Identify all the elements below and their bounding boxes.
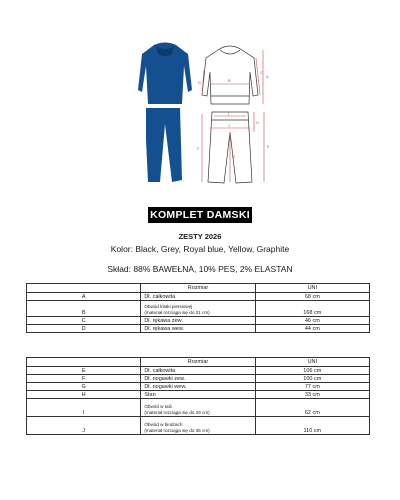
measure-value: 46 cm: [255, 317, 369, 325]
row-letter: G: [27, 383, 141, 391]
measure-note: (materiał rozciąga się do 35 cm): [144, 428, 210, 433]
measure-value: 110 cm: [255, 417, 369, 435]
fabric-composition: Skład: 88% BAWEŁNA, 10% PES, 2% ELASTAN: [107, 264, 293, 274]
uni-header: UNI: [255, 284, 369, 293]
measure-name: Dł. całkowita: [141, 367, 255, 375]
row-letter: E: [27, 367, 141, 375]
table-row: [27, 301, 370, 317]
product-figure: [132, 40, 282, 195]
measure-name-line: Obwód w biodrach: [144, 422, 183, 427]
dim-line-c: [256, 58, 260, 94]
measure-name: Dł. całkowita: [141, 293, 255, 301]
dim-label-a: A: [266, 74, 269, 79]
table-row: [27, 399, 370, 417]
dim-label-j: J: [228, 123, 230, 128]
dim-label-e: E: [267, 144, 270, 149]
measure-value: 77 cm: [255, 383, 369, 391]
table-row: [27, 383, 370, 391]
row-letter: H: [27, 391, 141, 399]
table-row: [27, 375, 370, 383]
product-title-banner: KOMPLET DAMSKI: [148, 207, 252, 223]
measure-name: Stan: [141, 391, 255, 399]
size-header: Rozmiar: [141, 358, 255, 367]
row-letter: C: [27, 317, 141, 325]
measure-name-line: Obwód klatki piersiowej: [144, 304, 193, 309]
hoodie-sketch: [202, 46, 258, 104]
table-row: [27, 325, 370, 333]
dim-label-b: B: [228, 78, 231, 83]
measure-name: Dł. rękawa wew.: [141, 325, 255, 333]
size-header: Rozmiar: [141, 284, 255, 293]
measure-name: [141, 399, 255, 417]
uni-header: UNI: [255, 358, 369, 367]
measure-value: 44 cm: [255, 325, 369, 333]
dim-label-h: H: [256, 120, 259, 125]
table-row: [27, 317, 370, 325]
measure-value: 106 cm: [255, 367, 369, 375]
dim-label-g: G: [232, 154, 236, 159]
table-row: [27, 367, 370, 375]
bottom-size-table: [26, 357, 370, 435]
measure-value: 100 cm: [255, 375, 369, 383]
measure-value: 168 cm: [255, 301, 369, 317]
dim-label-f: F: [197, 146, 200, 151]
measure-name: [141, 417, 255, 435]
row-letter: F: [27, 375, 141, 383]
letter-header-cell: [27, 284, 141, 293]
measure-value: 62 cm: [255, 399, 369, 417]
row-letter: B: [27, 301, 141, 317]
measure-name: Dł. nogawki zew.: [141, 375, 255, 383]
row-letter: A: [27, 293, 141, 301]
table-row: [27, 391, 370, 399]
collection-code: ZESTY 2026: [178, 232, 222, 241]
measure-note: (materiał rozciąga się do 29 cm): [144, 410, 210, 415]
dim-label-c: C: [260, 70, 263, 75]
measure-name: Dł. rękawa zew.: [141, 317, 255, 325]
pants-photo: [146, 108, 182, 182]
measure-name: [141, 301, 255, 317]
row-letter: I: [27, 399, 141, 417]
top-size-table: [26, 283, 370, 333]
measure-name: Dł. nogawki wew.: [141, 383, 255, 391]
table-row: [27, 293, 370, 301]
dim-label-d: D: [198, 80, 201, 85]
color-list: Kolor: Black, Grey, Royal blue, Yellow, Graphite: [110, 244, 290, 254]
measure-value: 68 cm: [255, 293, 369, 301]
measure-note: (materiał rozciąga się do 31 cm): [144, 310, 210, 315]
measure-value: 33 cm: [255, 391, 369, 399]
row-letter: D: [27, 325, 141, 333]
hoodie-photo: [138, 43, 192, 105]
measure-name-line: Obwód w talii: [144, 404, 172, 409]
dim-label-i: I: [228, 111, 230, 116]
table-row: [27, 417, 370, 435]
letter-header-cell: [27, 358, 141, 367]
row-letter: J: [27, 417, 141, 435]
